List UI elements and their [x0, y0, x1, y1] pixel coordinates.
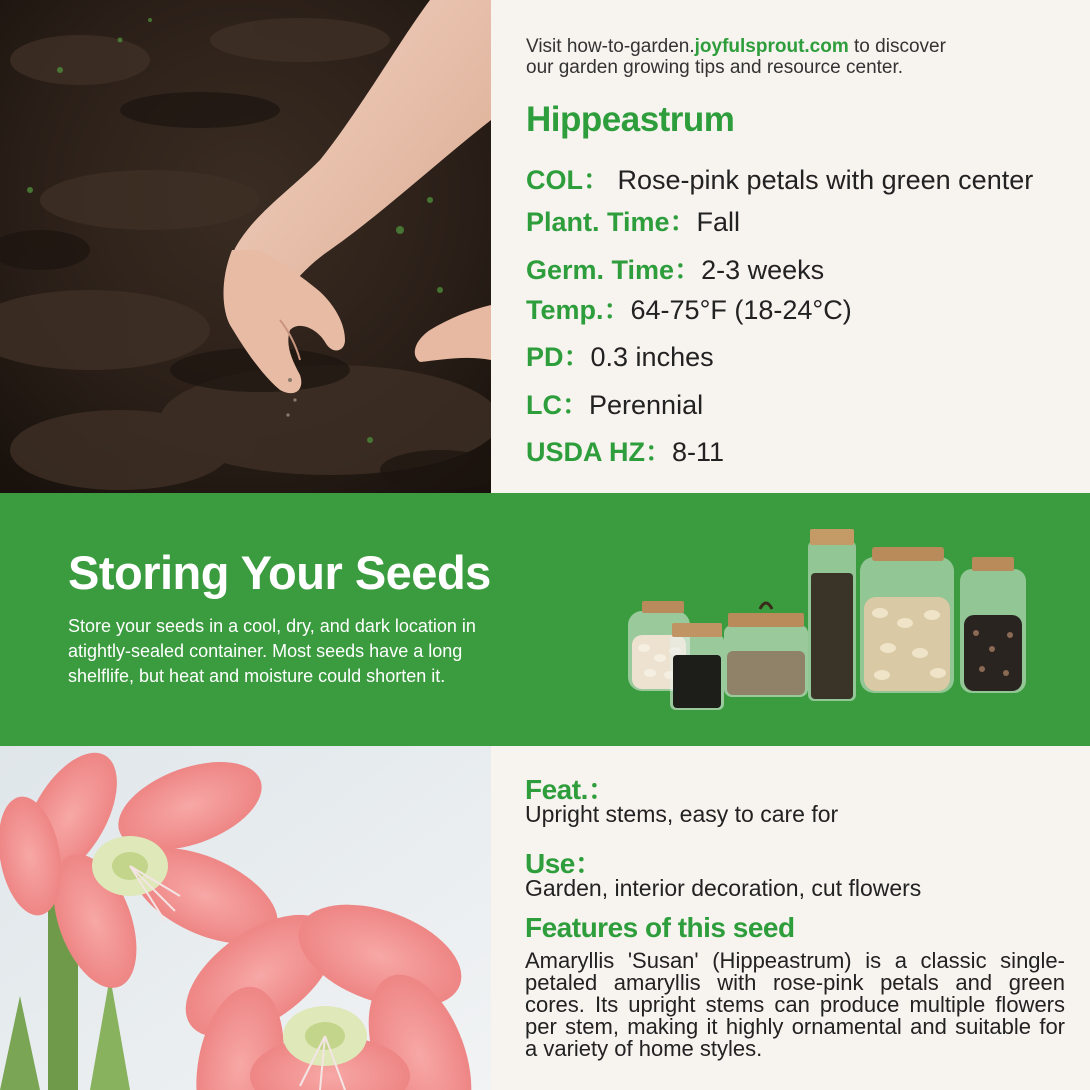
- spec-life-cycle-value: Perennial: [589, 390, 704, 420]
- storing-seeds-banner: [0, 493, 1090, 746]
- visit-website-text: [526, 36, 1086, 78]
- spec-temperature-label: Temp.：: [526, 295, 631, 325]
- plant-info-panel: [491, 0, 1090, 493]
- spec-temperature: [526, 288, 852, 327]
- spec-planting-depth-value: 0.3 inches: [590, 342, 714, 372]
- pink-amaryllis-photo: [0, 746, 491, 1090]
- storing-seeds-heading: Storing Your Seeds: [68, 546, 491, 599]
- spec-life-cycle: [526, 383, 703, 422]
- visit-line2: our garden growing tips and resource center.: [526, 57, 904, 78]
- seed-features-heading: Features of this seed: [525, 912, 795, 943]
- spec-planting-depth-label: PD：: [526, 342, 591, 372]
- spec-germination-time: [526, 248, 824, 287]
- spec-planting-time-label: Plant. Time：: [526, 207, 697, 237]
- seed-details-panel: [491, 746, 1090, 1090]
- spec-hardiness-zone: [526, 430, 724, 469]
- hand-sowing-seeds-photo: [0, 0, 491, 493]
- spec-color-label: COL：: [526, 165, 610, 195]
- website-link[interactable]: joyfulsprout.com: [694, 36, 849, 57]
- spec-life-cycle-label: LC：: [526, 390, 589, 420]
- visit-suffix: to discover: [848, 36, 946, 57]
- spec-planting-depth: [526, 335, 714, 374]
- spec-temperature-value: 64-75°F (18-24°C): [630, 295, 852, 325]
- seed-jars-illustration: [620, 523, 1040, 718]
- spec-planting-time: [526, 200, 740, 239]
- features-value: Upright stems, easy to care for: [525, 801, 839, 827]
- seed-features-section: [0, 746, 1090, 1090]
- spec-hardiness-zone-label: USDA HZ：: [526, 437, 672, 467]
- plant-info-section: [0, 0, 1090, 493]
- spec-hardiness-zone-value: 8-11: [672, 437, 725, 467]
- spec-color: [526, 158, 1033, 197]
- storing-seeds-text: Store your seeds in a cool, dry, and dark location in atightly-sealed container. Most seeds have a long shelflife, but heat and moisture could shorten it.: [68, 616, 476, 686]
- use-value: Garden, interior decoration, cut flowers: [525, 875, 922, 901]
- spec-germination-time-label: Germ. Time：: [526, 255, 702, 285]
- plant-name-heading: Hippeastrum: [526, 100, 735, 139]
- features-label: Feat.：: [525, 774, 616, 805]
- use-label: Use：: [525, 848, 603, 879]
- spec-color-value: Rose-pink petals with green center: [610, 165, 1034, 195]
- spec-planting-time-value: Fall: [696, 207, 741, 237]
- seed-features-description: Amaryllis 'Susan' (Hippeastrum) is a classic single-petaled amaryllis with rose-pink petals and green cores. Its upright stems can produce multiple flowers per stem, making it highly ornamental and suitable for a variety of home styles.: [525, 948, 1065, 1061]
- spec-germination-time-value: 2-3 weeks: [701, 255, 825, 285]
- visit-prefix: Visit how-to-garden.: [526, 36, 695, 57]
